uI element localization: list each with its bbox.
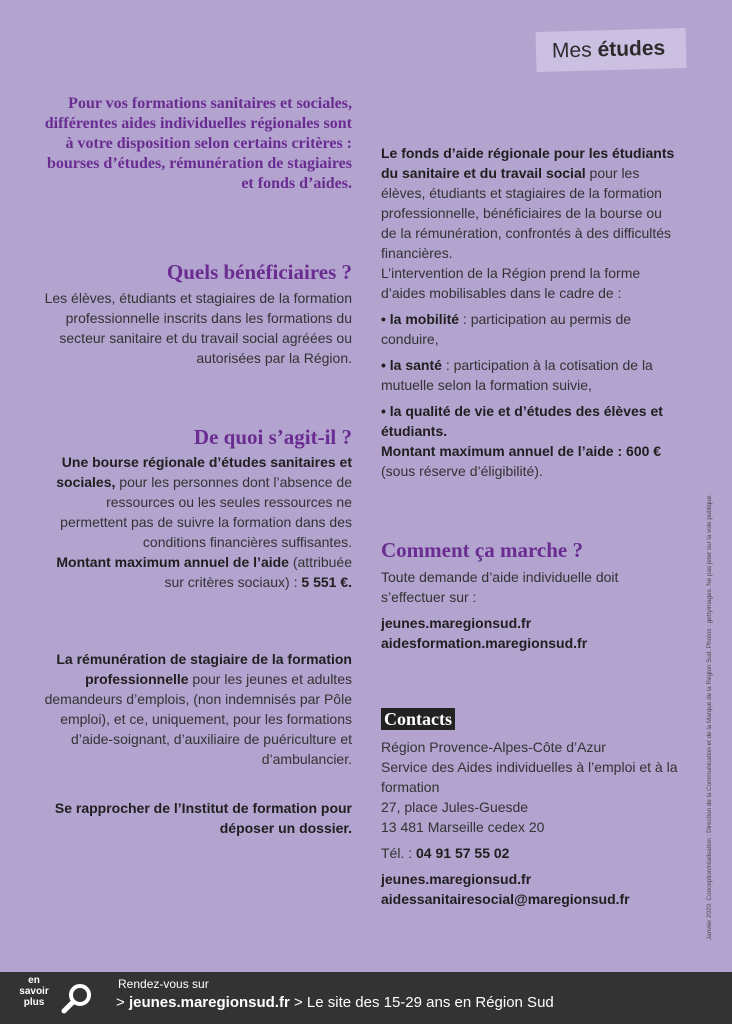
contact-tel-number[interactable]: 04 91 57 55 02: [416, 845, 510, 861]
fonds-montant-strong: Montant maximum annuel de l’aide : 600 €: [381, 443, 662, 459]
contact-line1: Région Provence-Alpes-Côte d’Azur: [381, 739, 606, 755]
fonds-text: pour les élèves, étudiants et stagiaires de la formation professionnelle, bénéficiaires de la bourse ou de la rémunération, confrontés à des difficultés financières.: [381, 165, 672, 261]
contact-line2: Service des Aides individuelles à l’emploi et à la formation: [381, 759, 678, 795]
fonds-montant-text: (sous réserve d’éligibilité).: [381, 463, 543, 479]
magnifier-icon: [60, 982, 94, 1016]
remuneration-text: pour les jeunes et adultes demandeurs d’emplois, (non indemnisés par Pôle emploi), et ce, uniquement, pour les formations d’aide-soignant, d’auxiliaire de puériculture et d’ambulancier.: [44, 671, 352, 767]
contact-tel-label: Tél. :: [381, 845, 417, 861]
fonds-item-sante: [381, 355, 681, 395]
link-jeunes[interactable]: jeunes.maregionsud.fr: [381, 615, 532, 631]
fonds-item-sante-text: : participation à la cotisation de la mutuelle selon la formation suivie,: [381, 357, 653, 393]
comment-paragraph: [381, 567, 681, 653]
intro-text: Pour vos formations sanitaires et sociales, différentes aides individuelles régionales sont à votre disposition selon certains critères : bourses d’études, rémunération de stagiaires et fonds d’aides.: [44, 95, 352, 192]
fonds-item-mobilite: [381, 309, 681, 349]
bourse-paragraph: [40, 452, 352, 592]
contact-line3: 27, place Jules-Guesde: [381, 799, 529, 815]
fonds-strong: Le fonds d’aide régionale pour les étudiants du sanitaire et du travail social: [381, 145, 675, 181]
rendezvous-text: Rendez-vous sur: [118, 977, 209, 991]
fonds-item-sante-strong: • la santé: [381, 357, 442, 373]
section-tag: [536, 28, 687, 72]
footer-bar: [0, 972, 732, 1024]
remuneration-strong: La rémunération de stagiaire de la formation professionnelle: [56, 651, 352, 687]
contacts-title: Contacts: [381, 708, 455, 730]
heading-de-quoi: De quoi s’agit-il ?: [193, 425, 352, 449]
bourse-text: pour les personnes dont l’absence de ressources ou les seules ressources ne permettent pas de suivre la formation dans des conditions financières suffisantes.: [60, 474, 352, 550]
contact-tel: [381, 843, 681, 863]
footer-link[interactable]: jeunes.maregionsud.fr: [128, 994, 290, 1011]
contacts-block: [381, 737, 681, 909]
footer-arrow: >: [116, 994, 129, 1011]
rapprocher-text: Se rapprocher de l’Institut de formation pour déposer un dossier.: [54, 800, 352, 836]
bourse-strong: Une bourse régionale d’études sanitaires et sociales,: [56, 454, 352, 490]
tag-prefix: Mes: [551, 38, 592, 63]
footer-link-line: [116, 994, 554, 1011]
beneficiaires-text: Les élèves, étudiants et stagiaires de la formation professionnelle inscrits dans les formations du secteur sanitaire et du travail social agréées ou autorisées par la Région.: [44, 290, 352, 366]
bourse-montant-text: (attribuée sur critères sociaux) :: [164, 554, 352, 590]
comment-text: Toute demande d’aide individuelle doit s’effectuer sur :: [381, 569, 619, 605]
tag-bold: études: [597, 36, 666, 62]
link-aidesformation[interactable]: aidesformation.maregionsud.fr: [381, 635, 588, 651]
remuneration-paragraph: [40, 649, 352, 769]
fonds-item-qualite: [381, 401, 681, 441]
fonds-paragraph: [381, 143, 681, 481]
bourse-montant-value: 5 551 €.: [301, 574, 352, 590]
contact-email1[interactable]: jeunes.maregionsud.fr: [381, 871, 532, 887]
fonds-intervention: L’intervention de la Région prend la forme d’aides mobilisables dans le cadre de :: [381, 265, 641, 301]
side-credit: Janvier 2020. Conception/réalisation : Direction de la Communication et de la Marque de la Région Sud. Photos : gettyimages. Ne pas jeter sur la voie publique.: [706, 494, 713, 940]
contact-email2[interactable]: aidessanitairesocial@maregionsud.fr: [381, 891, 630, 907]
heading-beneficiaires: Quels bénéficiaires ?: [166, 260, 352, 284]
bourse-montant-strong: Montant maximum annuel de l’aide: [56, 554, 289, 570]
en-savoir-plus: en savoir plus: [19, 975, 49, 1008]
fonds-item-mobilite-text: : participation au permis de conduire,: [381, 311, 632, 347]
contact-line4: 13 481 Marseille cedex 20: [381, 819, 545, 835]
footer-rest: > Le site des 15-29 ans en Région Sud: [289, 994, 554, 1011]
fonds-item-mobilite-strong: • la mobilité: [381, 311, 460, 327]
heading-comment: Comment ça marche ?: [381, 538, 583, 562]
fonds-item-qualite-strong: • la qualité de vie et d’études des élèves et étudiants.: [381, 403, 663, 439]
